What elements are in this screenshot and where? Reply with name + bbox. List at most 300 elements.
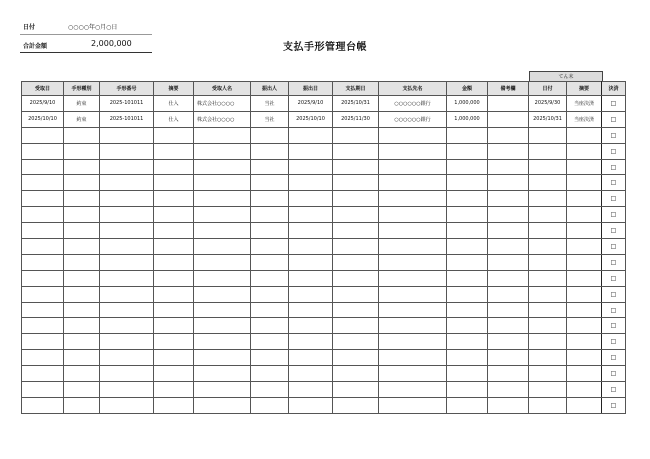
cell-note-number[interactable] bbox=[100, 350, 154, 366]
cell-amount[interactable] bbox=[447, 270, 488, 286]
cell-settle-date[interactable] bbox=[529, 175, 567, 191]
cell-remarks[interactable] bbox=[488, 366, 529, 382]
cell-settle-description[interactable] bbox=[567, 302, 602, 318]
cell-note-number[interactable] bbox=[100, 318, 154, 334]
cell-remarks[interactable] bbox=[488, 96, 529, 112]
date-label: 日付 bbox=[23, 24, 36, 31]
cell-description[interactable] bbox=[154, 207, 194, 223]
cell-remarks[interactable] bbox=[488, 397, 529, 413]
cell-note-number[interactable] bbox=[100, 254, 154, 270]
cell-payee-name[interactable] bbox=[194, 239, 251, 255]
settled-checkbox[interactable]: □ bbox=[602, 254, 626, 270]
settled-checkbox[interactable]: □ bbox=[602, 96, 626, 112]
cell-note-number[interactable] bbox=[100, 239, 154, 255]
cell-settle-description[interactable] bbox=[567, 366, 602, 382]
table-row bbox=[22, 127, 626, 143]
cell-description[interactable] bbox=[154, 270, 194, 286]
cell-description[interactable] bbox=[154, 318, 194, 334]
cell-note-type[interactable] bbox=[64, 350, 100, 366]
cell-drawer[interactable] bbox=[251, 254, 289, 270]
cell-settle-description[interactable] bbox=[567, 334, 602, 350]
cell-note-type[interactable]: 約束 bbox=[64, 96, 100, 112]
cell-received-date[interactable] bbox=[22, 270, 64, 286]
cell-amount[interactable] bbox=[447, 239, 488, 255]
cell-due-date[interactable] bbox=[333, 159, 379, 175]
cell-payee-name[interactable] bbox=[194, 207, 251, 223]
cell-settle-description[interactable] bbox=[567, 239, 602, 255]
cell-amount[interactable] bbox=[447, 254, 488, 270]
cell-description[interactable] bbox=[154, 191, 194, 207]
cell-settle-date[interactable] bbox=[529, 286, 567, 302]
cell-due-date[interactable] bbox=[333, 207, 379, 223]
cell-issue-date[interactable] bbox=[289, 397, 333, 413]
cell-settle-description[interactable] bbox=[567, 254, 602, 270]
cell-due-date[interactable] bbox=[333, 223, 379, 239]
cell-received-date[interactable] bbox=[22, 143, 64, 159]
cell-due-date[interactable] bbox=[333, 127, 379, 143]
total-amount-value[interactable]: 2,000,000 bbox=[91, 39, 132, 48]
cell-note-type[interactable] bbox=[64, 302, 100, 318]
settled-checkbox[interactable]: □ bbox=[602, 350, 626, 366]
cell-note-number[interactable]: 2025-101011 bbox=[100, 111, 154, 127]
cell-drawer[interactable] bbox=[251, 223, 289, 239]
cell-settle-date[interactable] bbox=[529, 127, 567, 143]
col-header-pay-to: 支払先名 bbox=[379, 82, 447, 96]
cell-note-type[interactable] bbox=[64, 207, 100, 223]
cell-pay-to[interactable] bbox=[379, 239, 447, 255]
cell-amount[interactable] bbox=[447, 175, 488, 191]
cell-settle-date[interactable]: 2025/9/30 bbox=[529, 96, 567, 112]
cell-issue-date[interactable] bbox=[289, 159, 333, 175]
cell-due-date[interactable] bbox=[333, 239, 379, 255]
cell-amount[interactable] bbox=[447, 366, 488, 382]
cell-pay-to[interactable] bbox=[379, 382, 447, 398]
cell-amount[interactable] bbox=[447, 334, 488, 350]
cell-amount[interactable]: 1,000,000 bbox=[447, 111, 488, 127]
cell-settle-date[interactable] bbox=[529, 143, 567, 159]
total-amount-label: 合計金額 bbox=[23, 43, 48, 50]
cell-note-number[interactable] bbox=[100, 175, 154, 191]
cell-settle-date[interactable] bbox=[529, 223, 567, 239]
cell-note-type[interactable] bbox=[64, 239, 100, 255]
cell-note-type[interactable] bbox=[64, 366, 100, 382]
cell-description[interactable] bbox=[154, 366, 194, 382]
cell-settle-description[interactable] bbox=[567, 175, 602, 191]
cell-issue-date[interactable] bbox=[289, 286, 333, 302]
cell-note-number[interactable] bbox=[100, 366, 154, 382]
cell-issue-date[interactable] bbox=[289, 127, 333, 143]
cell-description[interactable] bbox=[154, 302, 194, 318]
cell-received-date[interactable]: 2025/10/10 bbox=[22, 111, 64, 127]
cell-note-number[interactable]: 2025-101011 bbox=[100, 96, 154, 112]
cell-payee-name[interactable] bbox=[194, 334, 251, 350]
cell-payee-name[interactable] bbox=[194, 350, 251, 366]
cell-amount[interactable] bbox=[447, 159, 488, 175]
cell-issue-date[interactable] bbox=[289, 318, 333, 334]
cell-drawer[interactable]: 当社 bbox=[251, 96, 289, 112]
cell-payee-name[interactable] bbox=[194, 302, 251, 318]
col-header-note-number: 手形番号 bbox=[100, 82, 154, 96]
cell-pay-to[interactable] bbox=[379, 397, 447, 413]
cell-drawer[interactable] bbox=[251, 302, 289, 318]
cell-pay-to[interactable] bbox=[379, 270, 447, 286]
cell-pay-to[interactable] bbox=[379, 334, 447, 350]
cell-payee-name[interactable] bbox=[194, 382, 251, 398]
cell-due-date[interactable] bbox=[333, 254, 379, 270]
cell-note-type[interactable] bbox=[64, 127, 100, 143]
cell-issue-date[interactable] bbox=[289, 350, 333, 366]
col-header-note-type: 手形種別 bbox=[64, 82, 100, 96]
cell-payee-name[interactable] bbox=[194, 127, 251, 143]
cell-due-date[interactable] bbox=[333, 175, 379, 191]
cell-received-date[interactable] bbox=[22, 286, 64, 302]
cell-settle-description[interactable] bbox=[567, 127, 602, 143]
cell-drawer[interactable] bbox=[251, 143, 289, 159]
cell-issue-date[interactable] bbox=[289, 191, 333, 207]
cell-payee-name[interactable] bbox=[194, 397, 251, 413]
cell-remarks[interactable] bbox=[488, 127, 529, 143]
cell-note-number[interactable] bbox=[100, 191, 154, 207]
settled-checkbox[interactable]: □ bbox=[602, 127, 626, 143]
cell-pay-to[interactable]: ○○○○○○銀行 bbox=[379, 111, 447, 127]
table-row bbox=[22, 318, 626, 334]
cell-due-date[interactable] bbox=[333, 382, 379, 398]
cell-amount[interactable] bbox=[447, 143, 488, 159]
cell-description[interactable] bbox=[154, 175, 194, 191]
cell-settle-date[interactable] bbox=[529, 397, 567, 413]
settled-checkbox[interactable]: □ bbox=[602, 191, 626, 207]
cell-description[interactable] bbox=[154, 159, 194, 175]
cell-issue-date[interactable] bbox=[289, 175, 333, 191]
cell-remarks[interactable] bbox=[488, 334, 529, 350]
cell-description[interactable] bbox=[154, 254, 194, 270]
cell-issue-date[interactable] bbox=[289, 270, 333, 286]
settled-checkbox[interactable]: □ bbox=[602, 143, 626, 159]
cell-payee-name[interactable]: 株式会社○○○○ bbox=[194, 96, 251, 112]
cell-due-date[interactable] bbox=[333, 143, 379, 159]
cell-settle-date[interactable] bbox=[529, 350, 567, 366]
cell-received-date[interactable] bbox=[22, 334, 64, 350]
cell-drawer[interactable] bbox=[251, 127, 289, 143]
cell-pay-to[interactable] bbox=[379, 286, 447, 302]
cell-received-date[interactable]: 2025/9/10 bbox=[22, 96, 64, 112]
cell-remarks[interactable] bbox=[488, 286, 529, 302]
table-row bbox=[22, 175, 626, 191]
cell-pay-to[interactable] bbox=[379, 143, 447, 159]
cell-description[interactable] bbox=[154, 286, 194, 302]
cell-drawer[interactable] bbox=[251, 159, 289, 175]
cell-note-number[interactable] bbox=[100, 286, 154, 302]
cell-payee-name[interactable]: 株式会社○○○○ bbox=[194, 111, 251, 127]
cell-drawer[interactable] bbox=[251, 270, 289, 286]
cell-amount[interactable] bbox=[447, 382, 488, 398]
cell-note-type[interactable]: 約束 bbox=[64, 111, 100, 127]
cell-pay-to[interactable] bbox=[379, 366, 447, 382]
cell-description[interactable] bbox=[154, 239, 194, 255]
settled-checkbox[interactable]: □ bbox=[602, 302, 626, 318]
settled-checkbox[interactable]: □ bbox=[602, 239, 626, 255]
cell-remarks[interactable] bbox=[488, 175, 529, 191]
cell-payee-name[interactable] bbox=[194, 143, 251, 159]
cell-payee-name[interactable] bbox=[194, 286, 251, 302]
cell-amount[interactable] bbox=[447, 207, 488, 223]
cell-pay-to[interactable] bbox=[379, 207, 447, 223]
settled-checkbox[interactable]: □ bbox=[602, 175, 626, 191]
cell-pay-to[interactable] bbox=[379, 191, 447, 207]
cell-settle-date[interactable] bbox=[529, 207, 567, 223]
cell-note-type[interactable] bbox=[64, 397, 100, 413]
cell-note-type[interactable] bbox=[64, 334, 100, 350]
cell-settle-date[interactable]: 2025/10/31 bbox=[529, 111, 567, 127]
cell-description[interactable] bbox=[154, 334, 194, 350]
cell-remarks[interactable] bbox=[488, 223, 529, 239]
cell-payee-name[interactable] bbox=[194, 175, 251, 191]
cell-due-date[interactable] bbox=[333, 302, 379, 318]
cell-issue-date[interactable] bbox=[289, 207, 333, 223]
cell-remarks[interactable] bbox=[488, 207, 529, 223]
cell-pay-to[interactable] bbox=[379, 127, 447, 143]
cell-amount[interactable] bbox=[447, 302, 488, 318]
cell-settle-description[interactable]: 当座決済 bbox=[567, 111, 602, 127]
cell-settle-description[interactable] bbox=[567, 223, 602, 239]
cell-note-number[interactable] bbox=[100, 397, 154, 413]
cell-received-date[interactable] bbox=[22, 318, 64, 334]
cell-drawer[interactable] bbox=[251, 239, 289, 255]
cell-remarks[interactable] bbox=[488, 350, 529, 366]
cell-description[interactable]: 仕入 bbox=[154, 96, 194, 112]
cell-amount[interactable] bbox=[447, 286, 488, 302]
cell-drawer[interactable] bbox=[251, 318, 289, 334]
cell-drawer[interactable] bbox=[251, 350, 289, 366]
settled-checkbox[interactable]: □ bbox=[602, 334, 626, 350]
cell-drawer[interactable]: 当社 bbox=[251, 111, 289, 127]
cell-settle-date[interactable] bbox=[529, 334, 567, 350]
cell-note-type[interactable] bbox=[64, 191, 100, 207]
cell-note-type[interactable] bbox=[64, 223, 100, 239]
cell-note-number[interactable] bbox=[100, 270, 154, 286]
cell-settle-description[interactable] bbox=[567, 286, 602, 302]
cell-note-number[interactable] bbox=[100, 302, 154, 318]
cell-remarks[interactable] bbox=[488, 382, 529, 398]
cell-note-number[interactable] bbox=[100, 143, 154, 159]
cell-issue-date[interactable] bbox=[289, 239, 333, 255]
cell-payee-name[interactable] bbox=[194, 270, 251, 286]
cell-due-date[interactable] bbox=[333, 191, 379, 207]
cell-payee-name[interactable] bbox=[194, 159, 251, 175]
cell-amount[interactable]: 1,000,000 bbox=[447, 96, 488, 112]
cell-description[interactable] bbox=[154, 223, 194, 239]
cell-settle-date[interactable] bbox=[529, 318, 567, 334]
cell-remarks[interactable] bbox=[488, 270, 529, 286]
settled-checkbox[interactable]: □ bbox=[602, 207, 626, 223]
settled-checkbox[interactable]: □ bbox=[602, 318, 626, 334]
cell-issue-date[interactable]: 2025/10/10 bbox=[289, 111, 333, 127]
table-row bbox=[22, 96, 626, 112]
settled-checkbox[interactable]: □ bbox=[602, 366, 626, 382]
col-header-description: 摘要 bbox=[154, 82, 194, 96]
cell-received-date[interactable] bbox=[22, 382, 64, 398]
cell-drawer[interactable] bbox=[251, 207, 289, 223]
settled-checkbox[interactable]: □ bbox=[602, 286, 626, 302]
cell-settle-date[interactable] bbox=[529, 191, 567, 207]
cell-description[interactable]: 仕入 bbox=[154, 111, 194, 127]
cell-amount[interactable] bbox=[447, 397, 488, 413]
cell-note-type[interactable] bbox=[64, 286, 100, 302]
cell-pay-to[interactable] bbox=[379, 175, 447, 191]
cell-settle-date[interactable] bbox=[529, 366, 567, 382]
cell-note-number[interactable] bbox=[100, 382, 154, 398]
settled-checkbox[interactable]: □ bbox=[602, 159, 626, 175]
cell-due-date[interactable] bbox=[333, 334, 379, 350]
cell-settle-date[interactable] bbox=[529, 159, 567, 175]
cell-remarks[interactable] bbox=[488, 318, 529, 334]
cell-received-date[interactable] bbox=[22, 366, 64, 382]
cell-settle-date[interactable] bbox=[529, 270, 567, 286]
cell-pay-to[interactable] bbox=[379, 302, 447, 318]
cell-due-date[interactable] bbox=[333, 270, 379, 286]
date-value[interactable]: ○○○○年○月○日 bbox=[68, 24, 118, 31]
cell-remarks[interactable] bbox=[488, 143, 529, 159]
cell-issue-date[interactable] bbox=[289, 302, 333, 318]
cell-settle-date[interactable] bbox=[529, 254, 567, 270]
cell-remarks[interactable] bbox=[488, 239, 529, 255]
cell-note-type[interactable] bbox=[64, 270, 100, 286]
cell-note-type[interactable] bbox=[64, 318, 100, 334]
cell-note-type[interactable] bbox=[64, 159, 100, 175]
cell-payee-name[interactable] bbox=[194, 254, 251, 270]
cell-settle-description[interactable] bbox=[567, 207, 602, 223]
settled-checkbox[interactable]: □ bbox=[602, 397, 626, 413]
cell-received-date[interactable] bbox=[22, 239, 64, 255]
cell-settle-description[interactable] bbox=[567, 318, 602, 334]
cell-issue-date[interactable] bbox=[289, 143, 333, 159]
cell-due-date[interactable] bbox=[333, 397, 379, 413]
settled-checkbox[interactable]: □ bbox=[602, 111, 626, 127]
table-row bbox=[22, 350, 626, 366]
cell-due-date[interactable]: 2025/11/30 bbox=[333, 111, 379, 127]
cell-due-date[interactable] bbox=[333, 286, 379, 302]
cell-issue-date[interactable] bbox=[289, 334, 333, 350]
cell-due-date[interactable] bbox=[333, 366, 379, 382]
cell-drawer[interactable] bbox=[251, 175, 289, 191]
cell-description[interactable] bbox=[154, 382, 194, 398]
cell-issue-date[interactable] bbox=[289, 382, 333, 398]
cell-settle-description[interactable] bbox=[567, 159, 602, 175]
cell-settle-description[interactable] bbox=[567, 191, 602, 207]
col-header-received-date: 受取日 bbox=[22, 82, 64, 96]
cell-payee-name[interactable] bbox=[194, 223, 251, 239]
col-header-remarks: 備考欄 bbox=[488, 82, 529, 96]
settled-checkbox[interactable]: □ bbox=[602, 382, 626, 398]
cell-drawer[interactable] bbox=[251, 191, 289, 207]
cell-pay-to[interactable] bbox=[379, 159, 447, 175]
cell-remarks[interactable] bbox=[488, 254, 529, 270]
cell-received-date[interactable] bbox=[22, 127, 64, 143]
cell-received-date[interactable] bbox=[22, 159, 64, 175]
cell-settle-description[interactable] bbox=[567, 270, 602, 286]
cell-remarks[interactable] bbox=[488, 302, 529, 318]
cell-note-type[interactable] bbox=[64, 382, 100, 398]
cell-description[interactable] bbox=[154, 397, 194, 413]
cell-amount[interactable] bbox=[447, 318, 488, 334]
cell-note-number[interactable] bbox=[100, 127, 154, 143]
cell-settle-date[interactable] bbox=[529, 302, 567, 318]
table-row bbox=[22, 143, 626, 159]
cell-settle-description[interactable] bbox=[567, 350, 602, 366]
cell-amount[interactable] bbox=[447, 350, 488, 366]
cell-remarks[interactable] bbox=[488, 191, 529, 207]
cell-pay-to[interactable] bbox=[379, 223, 447, 239]
total-amount-row bbox=[20, 38, 152, 53]
cell-due-date[interactable] bbox=[333, 350, 379, 366]
cell-settle-description[interactable]: 当座決済 bbox=[567, 96, 602, 112]
cell-settle-date[interactable] bbox=[529, 382, 567, 398]
cell-settle-date[interactable] bbox=[529, 239, 567, 255]
cell-note-number[interactable] bbox=[100, 334, 154, 350]
cell-pay-to[interactable]: ○○○○○○銀行 bbox=[379, 96, 447, 112]
cell-drawer[interactable] bbox=[251, 397, 289, 413]
cell-description[interactable] bbox=[154, 350, 194, 366]
cell-note-type[interactable] bbox=[64, 143, 100, 159]
cell-received-date[interactable] bbox=[22, 350, 64, 366]
cell-issue-date[interactable]: 2025/9/10 bbox=[289, 96, 333, 112]
cell-settle-description[interactable] bbox=[567, 143, 602, 159]
cell-received-date[interactable] bbox=[22, 191, 64, 207]
cell-pay-to[interactable] bbox=[379, 350, 447, 366]
document-title: 支払手形管理台帳 bbox=[283, 42, 367, 53]
promissory-note-ledger-table bbox=[21, 81, 626, 414]
cell-received-date[interactable] bbox=[22, 175, 64, 191]
cell-due-date[interactable] bbox=[333, 318, 379, 334]
cell-issue-date[interactable] bbox=[289, 366, 333, 382]
cell-drawer[interactable] bbox=[251, 286, 289, 302]
cell-description[interactable] bbox=[154, 143, 194, 159]
cell-remarks[interactable] bbox=[488, 159, 529, 175]
cell-settle-description[interactable] bbox=[567, 382, 602, 398]
cell-payee-name[interactable] bbox=[194, 366, 251, 382]
cell-settle-description[interactable] bbox=[567, 397, 602, 413]
cell-drawer[interactable] bbox=[251, 334, 289, 350]
cell-amount[interactable] bbox=[447, 223, 488, 239]
cell-remarks[interactable] bbox=[488, 111, 529, 127]
cell-description[interactable] bbox=[154, 127, 194, 143]
cell-note-number[interactable] bbox=[100, 159, 154, 175]
cell-note-number[interactable] bbox=[100, 223, 154, 239]
cell-note-type[interactable] bbox=[64, 254, 100, 270]
cell-issue-date[interactable] bbox=[289, 223, 333, 239]
cell-received-date[interactable] bbox=[22, 397, 64, 413]
cell-received-date[interactable] bbox=[22, 302, 64, 318]
settled-checkbox[interactable]: □ bbox=[602, 223, 626, 239]
settled-checkbox[interactable]: □ bbox=[602, 270, 626, 286]
cell-note-type[interactable] bbox=[64, 175, 100, 191]
cell-pay-to[interactable] bbox=[379, 254, 447, 270]
cell-payee-name[interactable] bbox=[194, 191, 251, 207]
cell-note-number[interactable] bbox=[100, 207, 154, 223]
cell-received-date[interactable] bbox=[22, 207, 64, 223]
cell-payee-name[interactable] bbox=[194, 318, 251, 334]
table-row bbox=[22, 302, 626, 318]
cell-issue-date[interactable] bbox=[289, 254, 333, 270]
cell-amount[interactable] bbox=[447, 127, 488, 143]
cell-pay-to[interactable] bbox=[379, 318, 447, 334]
cell-drawer[interactable] bbox=[251, 382, 289, 398]
cell-received-date[interactable] bbox=[22, 223, 64, 239]
cell-drawer[interactable] bbox=[251, 366, 289, 382]
cell-amount[interactable] bbox=[447, 191, 488, 207]
cell-received-date[interactable] bbox=[22, 254, 64, 270]
cell-due-date[interactable]: 2025/10/31 bbox=[333, 96, 379, 112]
